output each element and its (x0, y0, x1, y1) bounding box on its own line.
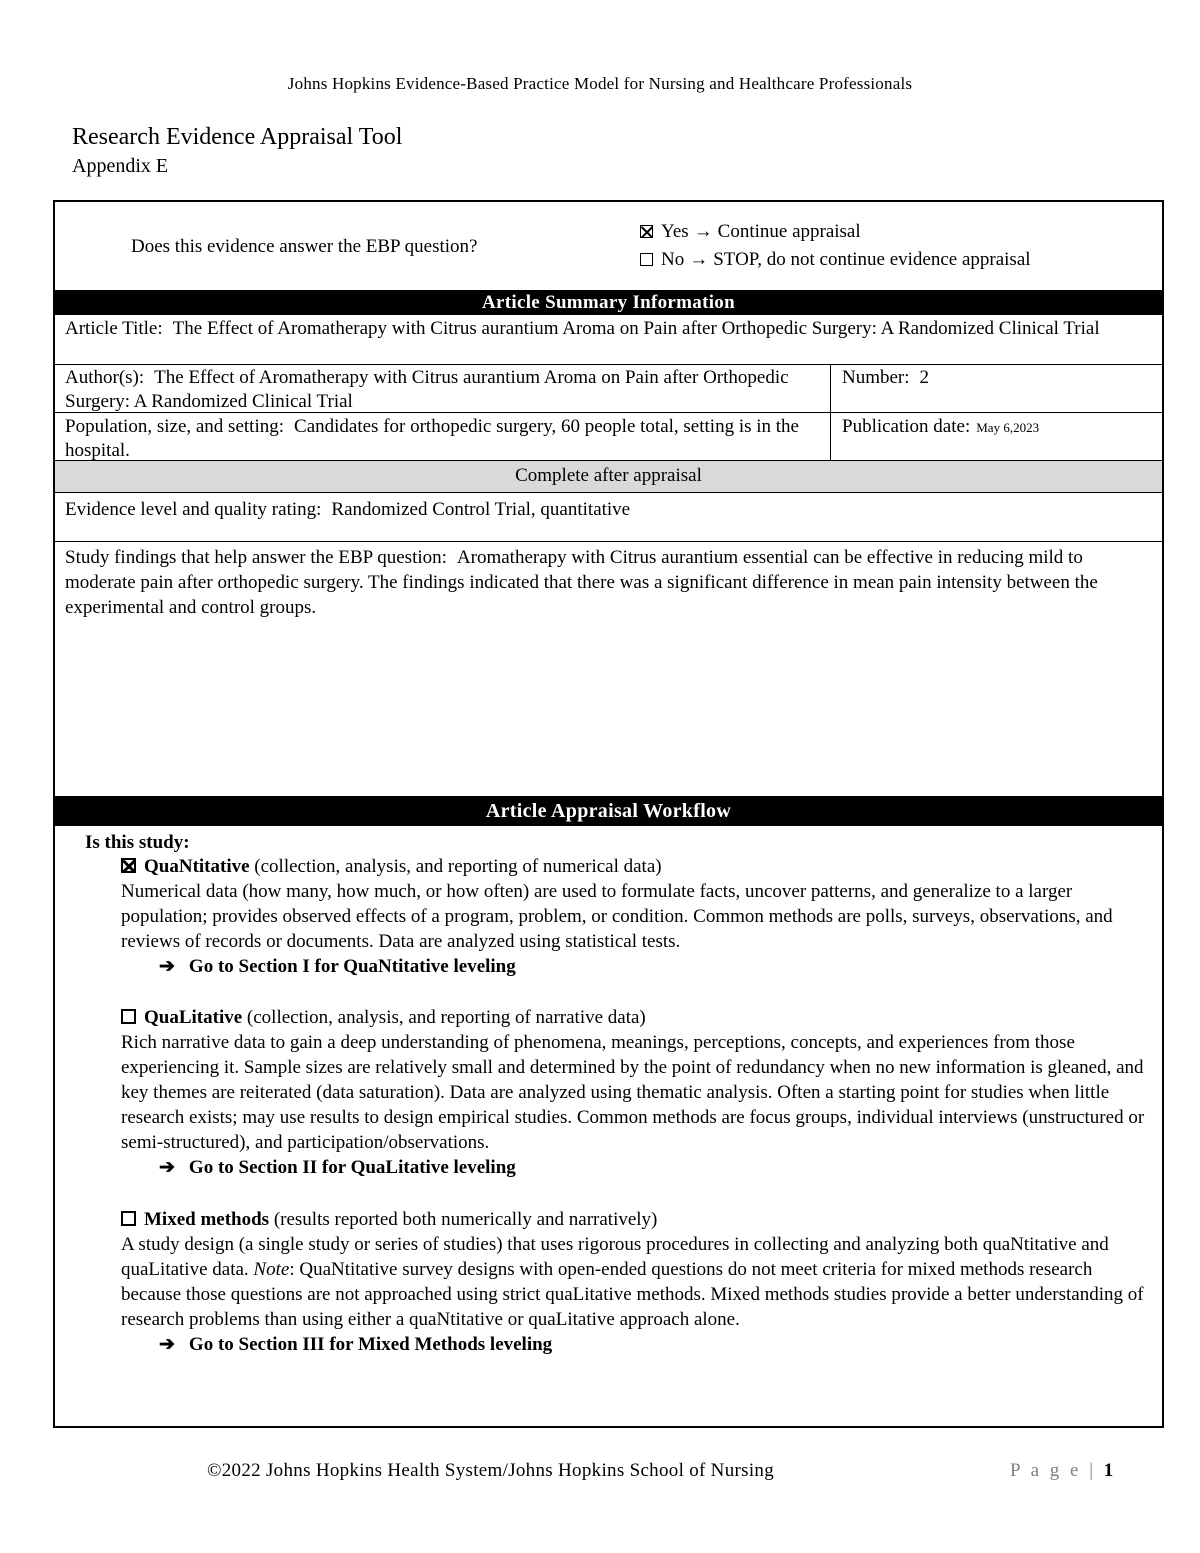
qualitative-option (121, 1005, 1151, 1180)
qualitative-body: Rich narrative data to gain a deep understanding of phenomena, meanings, perceptions, concepts, and experiences from those experiencing it. Sample sizes are relatively small and determined by the point of redundancy when no new information is gleaned, and key themes are reiterated (data saturation). Data are analyzed using thematic analysis. Often a starting point for studies when little research exists; may use results to design empirical studies. Common methods are focus groups, individual interviews (unstructured or semi-structured), and participation/observations. (121, 1032, 1145, 1153)
mixed-methods-body: A study design (a single study or series of studies) that uses rigorous procedures in collecting and analyzing both quaNtitative and quaLitative data. Note: QuaNtitative survey designs with open-ended questions do not meet criteria for mixed methods research because those questions are not approached using strict quaLitative methods. Mixed methods studies provide a better understanding of research problems than using either a quaNtitative or quaLitative approach alone. (121, 1234, 1144, 1330)
authors-cell (65, 366, 825, 412)
qualitative-checkbox[interactable] (121, 1009, 136, 1024)
appraisal-form (53, 200, 1164, 1428)
document-title: Research Evidence Appraisal Tool (72, 124, 403, 150)
bold-arrow-icon: ➔ (159, 1334, 175, 1355)
mixed-methods-option (121, 1207, 1151, 1357)
mixed-methods-name: Mixed methods (144, 1209, 270, 1230)
qualitative-name: QuaLitative (144, 1007, 243, 1028)
document-subtitle: Appendix E (72, 155, 169, 177)
publication-date-value[interactable]: May 6,2023 (976, 420, 1040, 435)
population-value[interactable]: Candidates for orthopedic surgery, 60 people total, setting is in the hospital. (65, 416, 799, 460)
divider (55, 541, 1162, 542)
divider (55, 412, 1162, 413)
study-findings-cell (65, 545, 1125, 795)
footer-copyright: ©2022 Johns Hopkins Health System/Johns Hopkins School of Nursing (207, 1460, 775, 1481)
ebp-no-option[interactable] (640, 249, 1031, 271)
qualitative-goto-text: Go to Section II for QuaLitative leveling (188, 1157, 516, 1178)
page-label: P a g e | (1010, 1460, 1097, 1481)
page-number (1010, 1460, 1113, 1482)
quantitative-body: Numerical data (how many, how much, or how often) are used to formulate facts, uncover patterns, and generalize to a larger population; provides observed effects of a program, problem, or condition. Common methods are polls, surveys, observations, and reviews of records or documents. Data are analyzed using statistical tests. (121, 881, 1113, 952)
bold-arrow-icon: ➔ (159, 956, 175, 977)
publication-date-label: Publication date: (842, 416, 971, 437)
qualitative-goto (159, 1155, 1151, 1180)
workflow-intro: Is this study: (85, 832, 190, 853)
evidence-level-value[interactable]: Randomized Control Trial, quantitative (331, 499, 631, 520)
article-title-label: Article Title: (65, 318, 163, 339)
column-divider (830, 364, 831, 460)
ebp-question-row (55, 202, 1162, 290)
note-label: Note (253, 1259, 290, 1280)
summary-heading: Article Summary Information (55, 290, 1162, 315)
number-value[interactable]: 2 (919, 367, 930, 388)
authors-label: Author(s): (65, 367, 145, 388)
divider (55, 364, 1162, 365)
yes-checkbox[interactable] (640, 225, 653, 238)
quantitative-name: QuaNtitative (144, 856, 250, 877)
no-checkbox[interactable] (640, 253, 653, 266)
quantitative-desc: (collection, analysis, and reporting of numerical data) (254, 856, 662, 877)
authors-value[interactable]: The Effect of Aromatherapy with Citrus aurantium Aroma on Pain after Orthopedic Surgery: A Randomized Clinical Trial (65, 367, 789, 412)
quantitative-checkbox[interactable] (121, 858, 136, 873)
mixed-methods-checkbox[interactable] (121, 1211, 136, 1226)
yes-action: Continue appraisal (717, 221, 861, 242)
article-title-value[interactable]: The Effect of Aromatherapy with Citrus aurantium Aroma on Pain after Orthopedic Surgery: A Randomized Clinical Trial (172, 318, 1100, 339)
population-label: Population, size, and setting: (65, 416, 285, 437)
no-label: No (661, 249, 685, 270)
quantitative-goto (159, 954, 1151, 979)
right-arrow-icon: → (693, 221, 713, 242)
number-cell (842, 366, 1142, 412)
bold-arrow-icon: ➔ (159, 1157, 175, 1178)
number-label: Number: (842, 367, 910, 388)
quantitative-goto-text: Go to Section I for QuaNtitative leveling (188, 956, 516, 977)
running-header: Johns Hopkins Evidence-Based Practice Model for Nursing and Healthcare Professionals (287, 74, 913, 93)
page-number-value: 1 (1103, 1460, 1114, 1481)
qualitative-desc: (collection, analysis, and reporting of narrative data) (246, 1007, 646, 1028)
workflow-heading: Article Appraisal Workflow (55, 796, 1162, 826)
study-findings-value[interactable]: Aromatherapy with Citrus aurantium essential can be effective in reducing mild to moderate pain after orthopedic surgery. The findings indicated that there was a significant difference in mean pain intensity between the experimental and control groups. (65, 547, 1098, 618)
right-arrow-icon: → (689, 249, 709, 270)
population-cell (65, 415, 825, 460)
mixed-methods-goto-text: Go to Section III for Mixed Methods leveling (188, 1334, 553, 1355)
publication-date-cell (842, 415, 1142, 460)
evidence-level-label: Evidence level and quality rating: (65, 499, 322, 520)
after-appraisal-heading: Complete after appraisal (55, 460, 1162, 493)
yes-label: Yes (661, 221, 689, 242)
ebp-question-text: Does this evidence answer the EBP question? (131, 236, 478, 257)
mixed-methods-desc: (results reported both numerically and narratively) (273, 1209, 658, 1230)
mixed-methods-goto (159, 1332, 1151, 1357)
study-findings-label: Study findings that help answer the EBP question: (65, 547, 447, 568)
no-action: STOP, do not continue evidence appraisal (713, 249, 1031, 270)
quantitative-option (121, 854, 1151, 979)
ebp-yes-option[interactable] (640, 221, 861, 243)
evidence-level-cell (65, 498, 1155, 528)
article-title-cell (65, 317, 1155, 364)
